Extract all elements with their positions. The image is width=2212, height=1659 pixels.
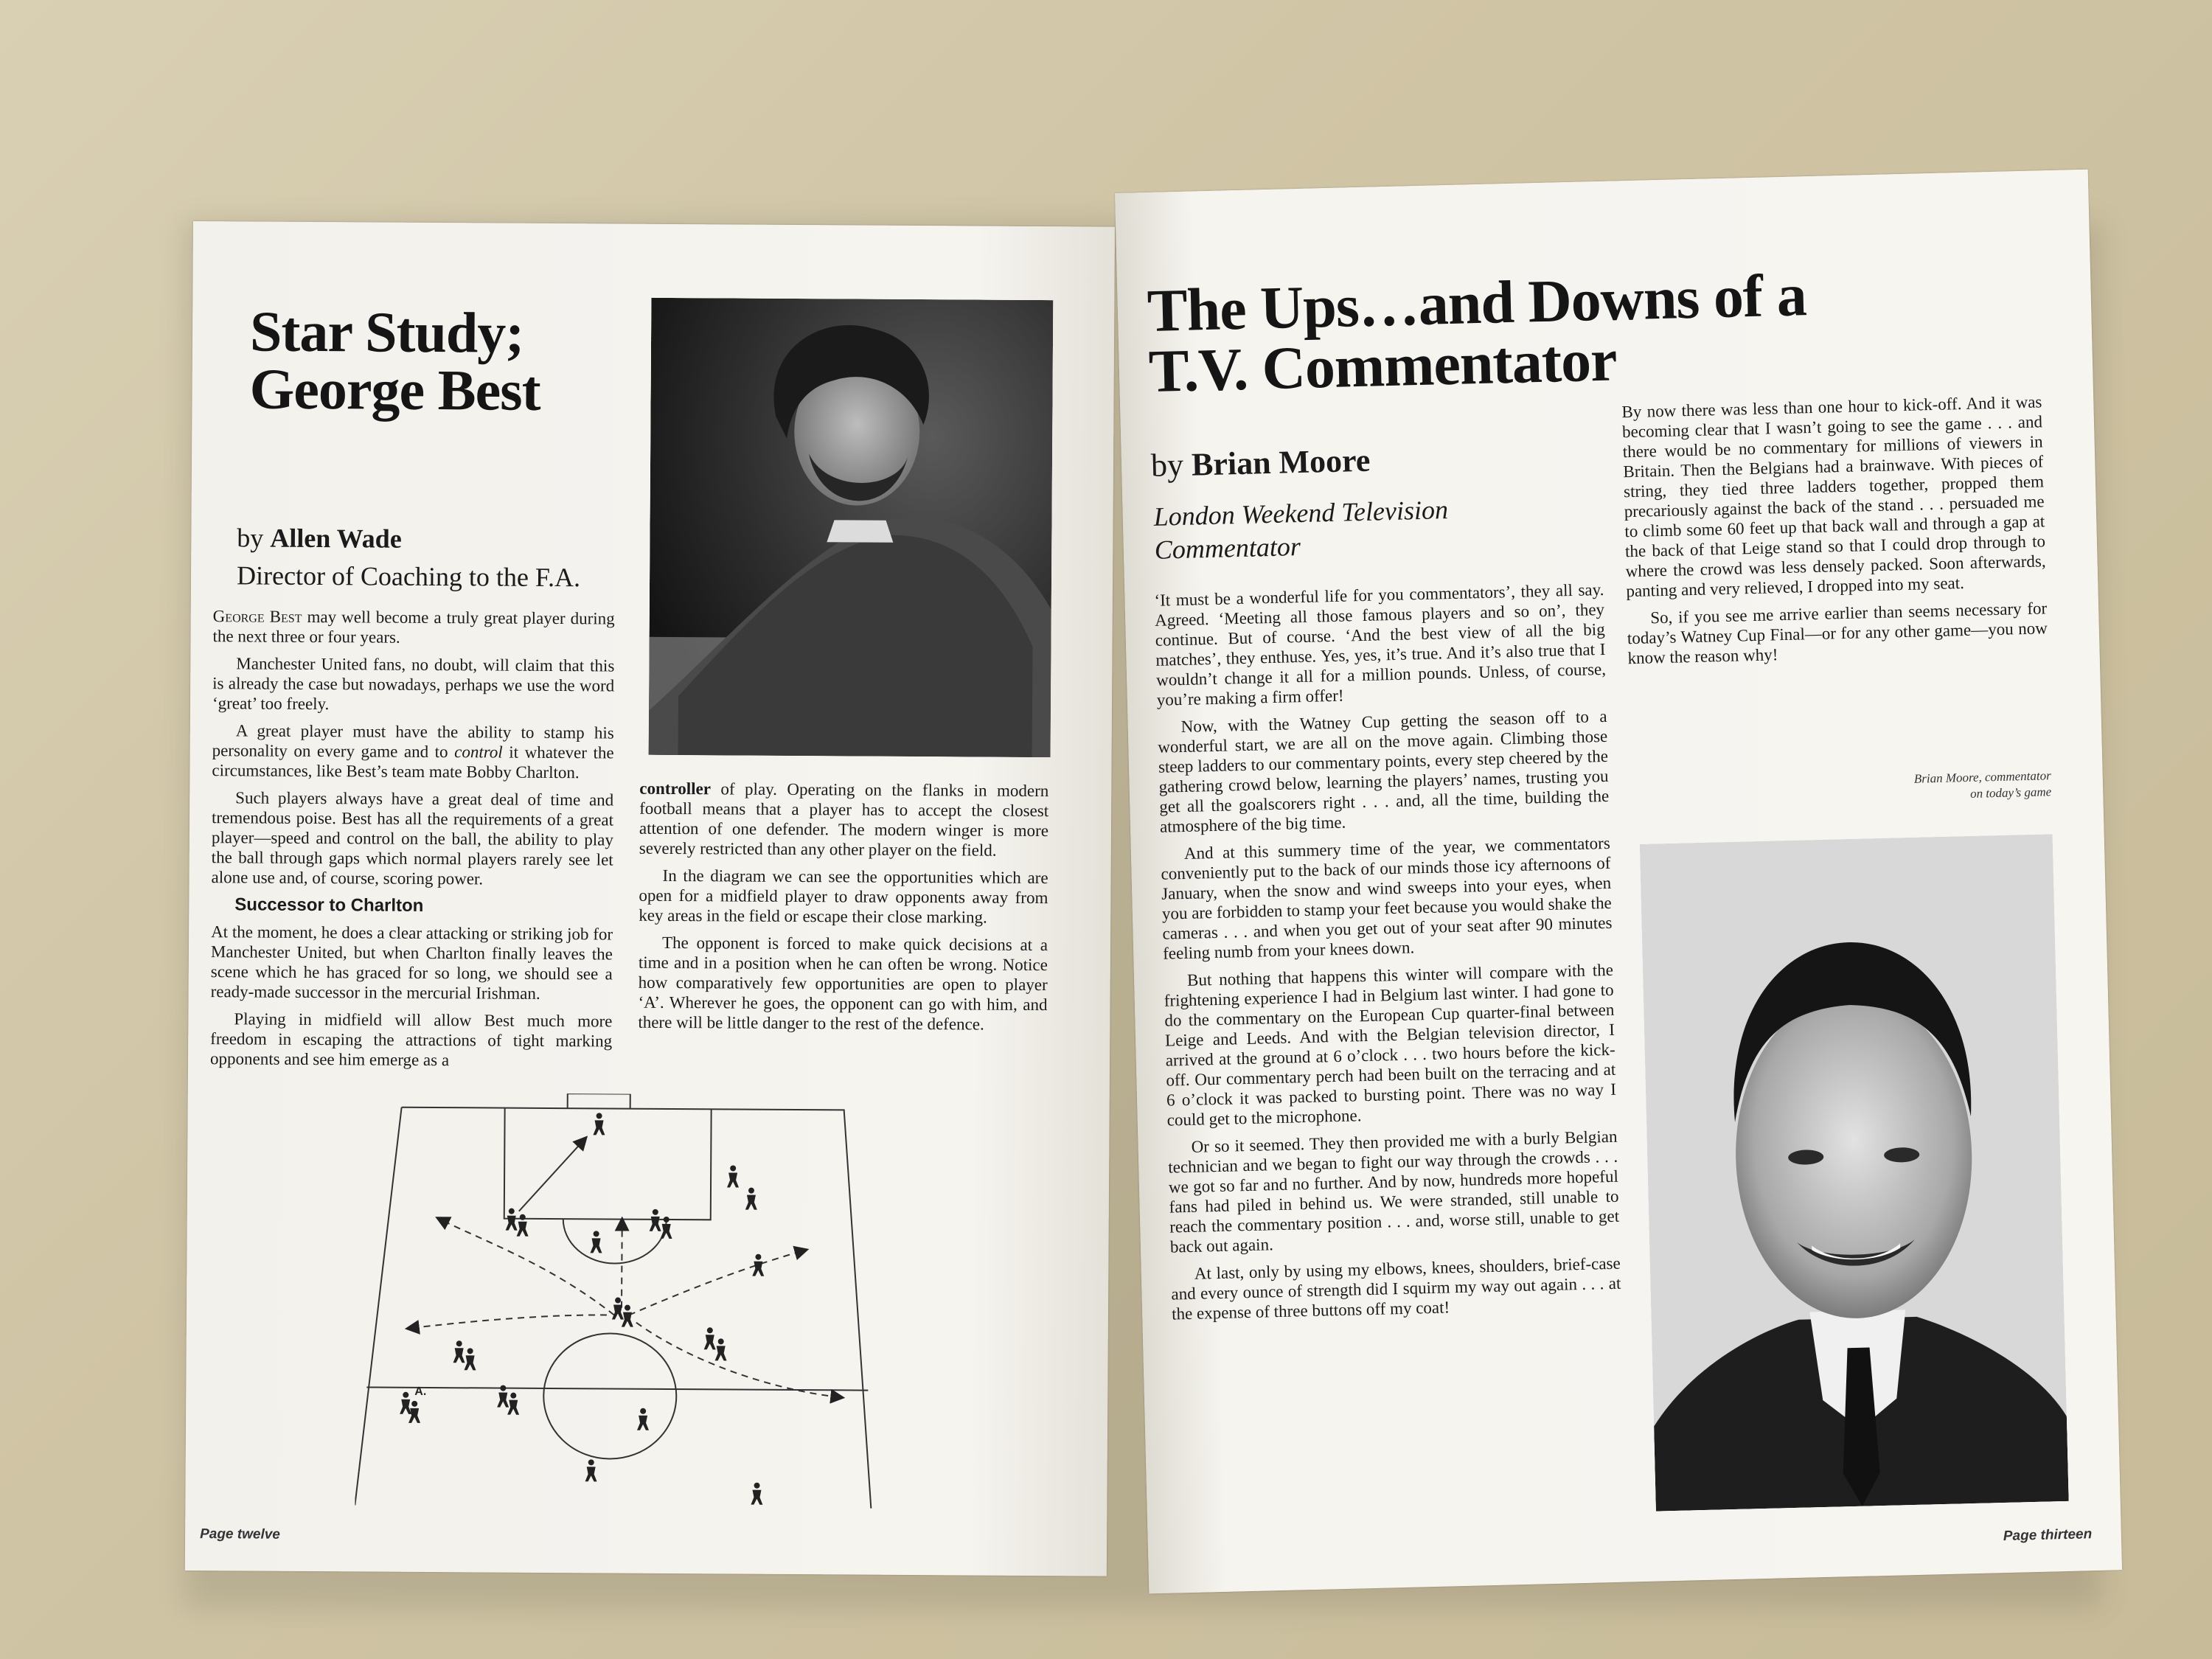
right-paragraph-3: And at this summery time of the year, we commentators conveniently put to the back of our minds those icy afternoons of January, when the snow and wind sweeps into your eyes, when you are forbidden to stamp your feet because you would shake the cameras . . . and when you get out of your seat after 90 minutes feeling numb from your knees down. <box>1161 833 1613 963</box>
player-marker <box>727 1165 739 1187</box>
penalty-area <box>504 1108 712 1220</box>
right-col2-paragraph-2: So, if you see me arrive earlier than seems necessary for today’s Watney Cup Final—or for any other game—you now know the reason why! <box>1627 599 2048 668</box>
player-marker <box>745 1188 757 1210</box>
left-paragraph-4: Such players always have a great deal of time and tremendous poise. Best has all the requirements of a great player—speed and control on the ball, the ability to play the ball through gaps which normal players rarely see let alone use and, of course, scoring power. <box>211 788 614 888</box>
george-best-photo-image <box>649 298 1054 757</box>
player-marker <box>464 1348 476 1370</box>
left-paragraph-6: Playing in midfield will allow Best much more freedom in escaping the attractions of tight marking opponents and see him emerge as a <box>209 1009 613 1070</box>
left-paragraph-1 <box>212 606 614 648</box>
run-arrow-diagonal <box>636 1323 843 1398</box>
pitch-outline <box>399 1107 873 1509</box>
right-headline-line1: The Ups…and Downs of a <box>1146 261 1807 344</box>
tactical-pitch-diagram <box>355 1092 918 1523</box>
left-subhead: Successor to Charlton <box>234 894 424 916</box>
player-marker <box>507 1393 519 1415</box>
left-paragraph-3-emphasis: control <box>454 742 503 762</box>
left-byline-prefix: by <box>237 523 264 553</box>
right-paragraph-6: At last, only by using my elbows, knees, shoulders, brief-case and every ounce of strength did I squirm my way out again . . . at the expense of three buttons off my coat! <box>1171 1253 1621 1324</box>
right-paragraph-2: Now, with the Watney Cup getting the season off to a wonderful start, we are all on the move again. Climbing those steep ladders to our commentary points, every step cheered by the gathering crowd below, learning the players’ names, trusting you get all the goalscorers right . . . and, all the time, building the atmosphere of the big time. <box>1158 706 1610 836</box>
caption-line1: Brian Moore, commentator <box>1913 768 2051 786</box>
left-page <box>185 221 1115 1576</box>
left-paragraph-1-text: may well become a truly great player during the next three or four years. <box>212 607 615 647</box>
left-paragraph-2: Manchester United fans, no doubt, will claim that this is already the case but nowadays, perhaps we use the word ‘great’ too freely. <box>212 654 615 714</box>
run-arrow-right <box>629 1249 807 1316</box>
left-headline <box>249 299 540 422</box>
right-page <box>1115 170 2122 1594</box>
right-author-title-line1: London Weekend Television <box>1153 495 1449 532</box>
brian-moore-photo-image <box>1640 834 2069 1511</box>
right-paragraph-1: ‘It must be a wonderful life for you commentators’, they all say. Agreed. ‘Meeting all those famous players and so on’, they continue. But of course. ‘And the best view of all the big matches’, they enthuse. Yes, yes, it’s true. And it’s also true that I wouldn’t change it all for a million pounds. Unless, of course, you’re making a firm offer! <box>1154 580 1607 709</box>
goalkeeper-marker <box>593 1113 605 1135</box>
left-author-name: Allen Wade <box>270 523 402 554</box>
left-col2-paragraph-2: In the diagram we can see the opportunities which are open for a midfield player to draw opponents away from key areas in the field or escape their close marking. <box>639 866 1048 927</box>
left-col2-paragraph-1-text: of play. Operating on the flanks in modern football means that a player has to accept the closest attention of one defender. The modern winger is more severely restricted than any other player on the field. <box>639 779 1049 860</box>
left-col2-paragraph-3: The opponent is forced to make quick decisions at a time and in a position when he can often be wrong. Notice how comparatively few opportunities are open to player ‘A’. Wherever he goes, the opponent can go with him, and there will be little danger to the rest of the defence. <box>638 933 1048 1034</box>
right-paragraph-4: But nothing that happens this winter will compare with the frightening experience I had in Belgium last winter. I had gone to do the commentary on the European Cup quarter-final between Leige and Leeds. And with the Belgian television director, I arrived at the ground at 6 o’clock . . . two hours before the kick-off. Our commentary perch had been built on the terracing and at 6 o’clock it was packed to bursting point. There was no way I could get to the microphone. <box>1164 960 1617 1130</box>
left-page-number: Page twelve <box>200 1526 280 1543</box>
left-headline-line2: George Best <box>249 356 540 422</box>
right-byline <box>1150 442 1371 486</box>
right-column-2 <box>1621 392 2048 675</box>
player-marker <box>751 1483 762 1505</box>
right-headline <box>1146 261 1809 405</box>
player-marker <box>612 1297 624 1319</box>
right-column-1 <box>1154 580 1621 1332</box>
right-author-title-line2: Commentator <box>1154 531 1301 565</box>
caption-line2: on today’s game <box>1969 785 2052 801</box>
centre-circle <box>543 1333 677 1459</box>
right-paragraph-5: Or so it seemed. They then provided me with a burly Belgian technician and we began to fight our way through the crowds . . . we got so far and no further. And by now, hundreds more hopeful fans had piled in behind us. We were stranded, still unable to reach the commentary position . . . and, worse still, unable to get back out again. <box>1167 1127 1620 1256</box>
pass-arrow <box>519 1138 586 1212</box>
left-paragraph-3 <box>212 720 613 782</box>
player-marker <box>453 1340 465 1363</box>
run-arrow-wide-left <box>408 1314 607 1330</box>
brian-moore-photo <box>1640 834 2069 1511</box>
left-headline-line1: Star Study; <box>249 299 524 365</box>
left-paragraph-5: At the moment, he does a clear attacking or striking job for Manchester United, but when Charlton finally leaves the scene which he has graced for so long, we should see a ready-made successor in the mercurial Irishman. <box>210 922 613 1003</box>
pitch-diagram-svg <box>355 1092 918 1523</box>
left-byline <box>237 522 402 555</box>
left-col2-paragraph-1 <box>639 779 1049 860</box>
left-col2-bold-word: controller <box>639 779 712 799</box>
left-paragraph-3-b: it whatever the circumstances, like Best’s team mate Bobby Charlton. <box>212 742 614 782</box>
player-marker <box>622 1305 633 1327</box>
right-author-name: Brian Moore <box>1191 442 1371 483</box>
george-best-photo <box>649 298 1054 757</box>
right-col2-paragraph-1: By now there was less than one hour to kick-off. And it was becoming clear that I wasn’t going to see the game . . . and there would be no commentary for millions of viewers in Britain. Then the Belgians had a brainwave. With pieces of string, they tied three ladders together, propped them precariously against the back of the stand . . . persuaded me to climb some 60 feet up that back wall and through a gap at the back of that Leige stand so that I could drop through to where the crowd was less densely packed. Soon afterwards, panting and very relieved, I dropped into my seat. <box>1621 392 2046 601</box>
right-headline-line2: T.V. Commentator <box>1147 326 1618 405</box>
player-marker <box>704 1327 716 1349</box>
player-a-label: A. <box>414 1385 427 1398</box>
right-byline-prefix: by <box>1150 446 1184 484</box>
penalty-arc <box>563 1219 666 1264</box>
left-author-title: Director of Coaching to the F.A. <box>236 560 581 593</box>
left-column-1 <box>210 606 615 1078</box>
goal-box <box>568 1093 630 1109</box>
player-marker <box>517 1214 529 1237</box>
left-lead-name: George Best <box>212 607 302 626</box>
player-marker <box>715 1338 727 1360</box>
player-marker <box>590 1231 602 1253</box>
player-marker <box>637 1408 649 1430</box>
photo-caption <box>1793 768 2052 807</box>
player-marker <box>752 1254 764 1276</box>
player-marker <box>585 1459 597 1481</box>
right-author-title <box>1153 493 1449 567</box>
right-page-number: Page thirteen <box>2003 1526 2093 1545</box>
left-column-2 <box>638 779 1048 1042</box>
left-paragraph-3-a: A great player must have the ability to stamp his personality on every game and to <box>212 721 614 762</box>
player-a-marker <box>400 1392 411 1414</box>
